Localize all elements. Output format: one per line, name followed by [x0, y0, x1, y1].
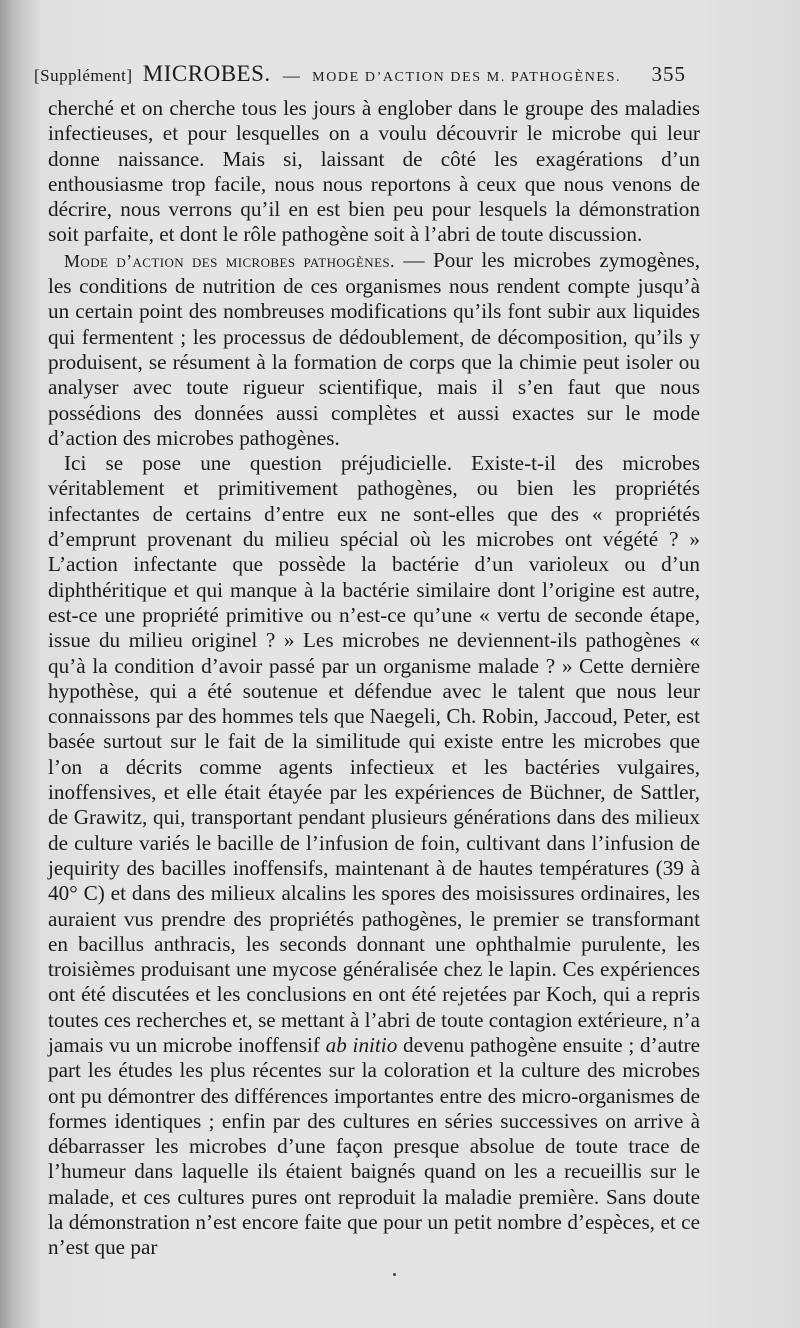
paragraph-2 — [48, 248, 700, 451]
page-speck — [393, 1273, 396, 1276]
section-heading: Mode d’action des microbes pathogènes. — [64, 250, 395, 271]
paragraph-3-text-b: devenu pathogène ensuite ; d’autre part les études les plus récentes sur la coloration et la culture des microbes ont pu démontrer des différences importantes entre des micro-organismes de formes identiques ; enfin par des cultures en séries successives on arrive à débarrasser les microbes d’une façon presque absolue de toute trace de l’humeur dans laquelle ils étaient baignés quand on les a recueillis sur le malade, et ces cultures pures ont reproduit la maladie première. Sans doute la démonstration n’est encore faite que pour un petit nombre d’espèces, et ce n’est que par — [48, 1032, 700, 1260]
paragraph-3-text-a: Ici se pose une question préjudicielle. Existe-t-il des microbes véritablement et primitivement pathogènes, ou bien les propriétés infectantes de certains d’entre eux ne sont-elles que des « propriétés d’emprunt provenant du milieu spécial où les microbes ont végété ? » L’action infectante que possède la bactérie d’un varioleux ou d’un diphthéritique et qui manque à la bactérie similaire dont l’origine est autre, est-ce une propriété primitive ou n’est-ce qu’une « vertu de seconde étape, issue du milieu originel ? » Les microbes ne deviennent-ils pathogènes « qu’à la condition d’avoir passé par un organisme malade ? » Cette dernière hypothèse, qui a été soutenue et défendue avec le talent que nous leur connaissons par des hommes tels que Naegeli, Ch. Robin, Jaccoud, Peter, est basée surtout sur le fait de la similitude qui existe entre les microbes que l’on a décrits comme agents infectieux et les bactéries vulgaires, inoffensives, et elle était étayée par les expériences de Büchner, de Sattler, de Grawitz, qui, transportant pendant plusieurs générations dans des milieux de culture variés le bacille de l’infusion de foin, cultivant dans l’infusion de jequirity des bacilles inoffensifs, maintenant à de hautes températures (39 à 40° C) et dans des milieux alcalins les spores des moisissures ordinaires, les auraient vus prendre des propriétés pathogènes, le premier se transformant en bacillus anthracis, les seconds donnant une ophthalmie purulente, les troisièmes produisant une mycose généralisée chez le lapin. Ces expériences ont été discutées et les conclusions en ont été rejetées par Koch, qui a repris toutes ces recherches et, se mettant à l’abri de toute contagion extérieure, n’a jamais vu un microbe inoffensif — [48, 451, 700, 1057]
running-header — [34, 58, 686, 88]
page-number: 355 — [651, 62, 686, 86]
paragraph-1: cherché et on cherche tous les jours à englober dans le groupe des maladies infectieuses, et pour lesquelles on a voulu découvrir le microbe qui leur donne naissance. Mais si, laissant de côté les exagérations d’un enthousiasme trop facile, nous nous reportons à ceux que nous venons de décrire, nous verrons qu’il en est bien peu pour lesquels la démonstration soit parfaite, et dont le rôle pathogène soit à l’abri de toute discussion. — [48, 96, 700, 247]
header-dash: — — [282, 66, 300, 85]
header-title: MICROBES. — [142, 61, 271, 86]
italic-phrase: ab initio — [325, 1032, 398, 1057]
body-text — [48, 96, 700, 1261]
paragraph-3 — [48, 451, 700, 1261]
header-supplement: [Supplément] — [34, 66, 133, 85]
header-subtitle: MODE D’ACTION DES M. PATHOGÈNES. — [312, 70, 622, 85]
header-left — [34, 61, 621, 87]
paragraph-2-text: — Pour les microbes zymogènes, les conditions de nutrition de ces organismes nous rendent compte jusqu’à un certain point des nombreuses modifications qu’ils font subir aux liquides qui fermentent ; les processus de dédoublement, de décomposition, qu’ils y produisent, se résument à la formation de corps que la chimie peut isoler ou analyser avec toute rigueur scientifique, mais il s’en faut que nous possédions des données aussi complètes et aussi exactes sur le mode d’action des microbes pathogènes. — [48, 247, 700, 450]
